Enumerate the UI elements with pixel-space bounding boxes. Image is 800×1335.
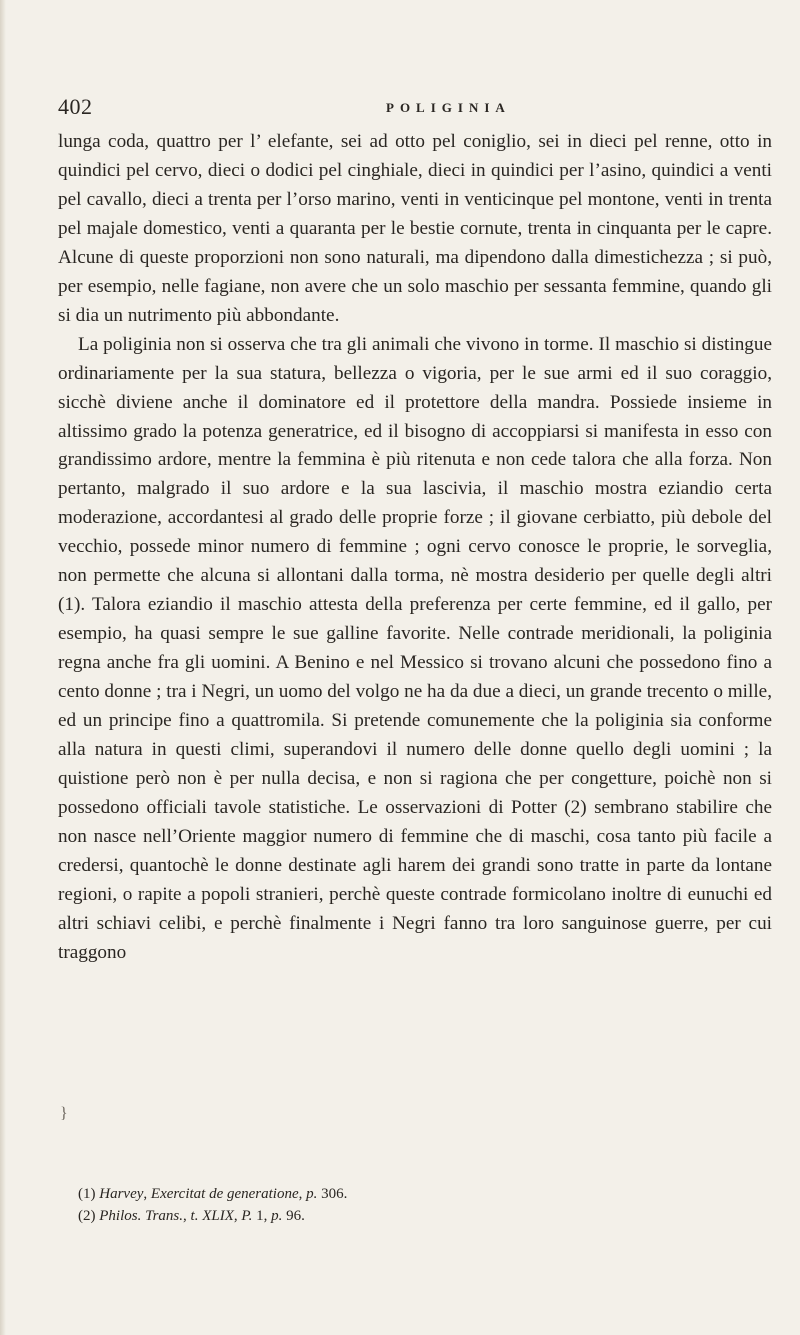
footnote-volume-prefix: t.	[190, 1208, 199, 1224]
footnote-part: 1	[256, 1208, 264, 1224]
footnote-title: Exercitat de generatione	[150, 1186, 299, 1202]
footnote-1: (1) Harvey, Exercitat de generatione, p. 306.	[78, 1186, 348, 1202]
main-text	[58, 128, 772, 968]
footnote-mark: (1)	[78, 1186, 96, 1202]
margin-mark: }	[60, 1105, 68, 1122]
page-number: 402	[58, 94, 93, 119]
footnote-part-prefix: P.	[241, 1208, 253, 1224]
footnote-volume: XLIX	[202, 1208, 234, 1224]
footnote-page: 306.	[321, 1186, 348, 1202]
running-head	[58, 95, 658, 119]
footnote-page-prefix: p.	[306, 1186, 318, 1202]
running-title: POLIGINIA	[386, 100, 511, 115]
footnotes	[78, 1183, 768, 1227]
footnote-mark: (2)	[78, 1208, 96, 1224]
footnote-page-prefix: p.	[271, 1208, 283, 1224]
footnote-2: (2) Philos. Trans., t. XLIX, P. 1, p. 96.	[78, 1208, 305, 1224]
paragraph-poliginia: La poliginia non si osserva che tra gli animali che vivono in torme. Il maschio si distingue ordinariamente per la sua statura, bellezza o vigoria, per le sue armi ed il suo coraggio, sicchè diviene anche il dominatore ed il protettore della mandra. Possiede insieme in altissimo grado la potenza generatrice, ed il bisogno di accoppiarsi si manifesta in esso con grandissimo ardore, mentre la femmina è più ritenuta e non cede talora che alla forza. Non pertanto, malgrado il suo ardore e la sua lascivia, il maschio mostra eziandio certa moderazione, accordantesi al grado delle proprie forze ; il giovane cerbiatto, più debole del vecchio, possede minor numero di femmine ; ogni cervo conosce le proprie, le sorveglia, non permette che alcuna si allontani dalla torma, nè mostra desiderio per quelle degli altri (1). Talora eziandio il maschio attesta della preferenza per certe femmine, ed il gallo, per esempio, ha quasi sempre le sue galline favorite. Nelle contrade meridionali, la poliginia regna anche fra gli uomini. A Benino e nel Messico si trovano alcuni che possedono fino a cento donne ; tra i Negri, un uomo del volgo ne ha da due a dieci, un grande trecento o mille, ed un principe fino a quattromila. Si pretende comunemente che la poliginia sia conforme alla natura in questi climi, superandovi il numero delle donne quello degli uomini ; la quistione però non è per nulla decisa, e non si ragiona che per congetture, poichè non si possedono officiali tavole statistiche. Le osservazioni di Potter (2) sembrano stabilire che non nasce nell’Oriente maggior numero di femmine che di maschi, cosa tanto più facile a credersi, quantochè le donne destinate agli harem dei grandi sono tratte in parte da lontane regioni, o rapite a popoli stranieri, perchè queste contrade formicolano inoltre di eunuchi ed altri schiavi celibi, e perchè finalmente i Negri fanno tra loro sanguinose guerre, per cui traggono	[58, 333, 772, 963]
footnote-journal: Philos. Trans.	[99, 1208, 184, 1224]
footnote-author: Harvey	[99, 1186, 144, 1202]
page-edge-shadow	[0, 0, 6, 1335]
footnote-page: 96.	[286, 1208, 305, 1224]
paragraph-continuation: lunga coda, quattro per l’ elefante, sei ad otto pel coniglio, sei in dieci pel renne, otto in quindici pel cervo, dieci o dodici pel cinghiale, dieci in quindici per l’asino, quindici a venti pel cavallo, dieci a trenta per l’orso marino, venti in venticinque pel montone, venti in trenta pel majale domestico, venti a quaranta per le bestie cornute, trenta in cinquanta per le capre. Alcune di queste proporzioni non sono naturali, ma dipendono dalla dimestichezza ; si può, per esempio, nelle fagiane, non avere che un solo maschio per sessanta femmine, quando gli si dia un nutrimento più abbondante.	[58, 131, 772, 326]
